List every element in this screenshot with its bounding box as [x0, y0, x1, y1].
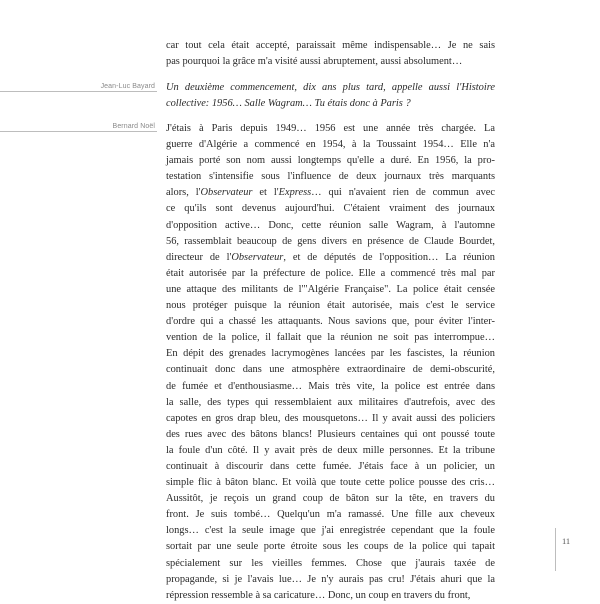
answer-line: ce qu'ils sont devenus aujourd'hui. C'étaient vraiment des journaux: [166, 203, 495, 215]
intro-line: car tout cela était accepté, paraissait même indispensable… Je ne sais: [166, 40, 495, 51]
page-number: 11: [562, 536, 571, 546]
answer-line: simple flic à bâton blanc. Et voilà que toute cette police pousse des cris…: [166, 477, 495, 489]
answer-line: la salle, des types qui ressemblaient aux militaires d'autrefois, avec des: [166, 396, 495, 408]
answer-line: sortait par une seule porte étroite sous les coups de la police qui tapait: [166, 541, 495, 553]
answer-line: longs… c'est la seule image que j'ai enregistrée cependant que la foule: [166, 525, 495, 537]
intro-line: pas pourquoi la grâce m'a visité aussi abruptement, aussi absolument…: [166, 56, 463, 68]
answer-line: testation s'intensifie sous l'influence de deux journaux très marquants: [166, 171, 495, 183]
answer-line: alors, l'Observateur et l'Express… qui n'avaient rien de commun avec: [166, 187, 495, 199]
answer-line: des rues avec des bâtons blancs! Plusieurs centaines qui ont poussé toute: [166, 428, 495, 440]
answer-line: 56, rassemblait beaucoup de gens divers en présence de Claude Bourdet,: [166, 235, 495, 247]
interviewer-question: [166, 80, 495, 112]
answer-line: de fumée et d'enthousiasme… Mais très vite, la police est entrée dans: [166, 380, 495, 392]
answer-line: une attaque des militants de l'"Algérie Française". La police était censée: [166, 283, 495, 295]
answer-line: répression ressemble à sa caricature… Donc, un coup en travers du front,: [166, 589, 471, 601]
answer-line: guerre d'Algérie a commencé en 1954, à la Toussaint 1954… Elle n'a: [166, 139, 495, 151]
answer-line: était autorisée par la préfecture de police. Elle a commencé très mal par: [166, 267, 495, 279]
speaker-label-interviewee: Bernard Noël: [112, 123, 155, 130]
question-line: Un deuxième commencement, dix ans plus tard, appelle aussi l'Histoire: [166, 82, 495, 93]
answer-line: spécialement sur les vieilles femmes. Chose que j'aurais taxée de: [166, 557, 495, 569]
answer-line: la foule d'un côté. Il y avait près de deux mille personnes. Et la tribune: [166, 444, 495, 456]
speaker-label-interviewer: Jean-Luc Bayard: [100, 83, 155, 90]
answer-line: d'opposition active… Donc, cette réunion salle Wagram, à l'automne: [166, 219, 495, 231]
answer-line: continuait donc dans une atmosphère extraordinaire de demi-obscurité,: [166, 364, 495, 376]
intro-paragraph: [166, 38, 495, 70]
answer-line: En dépit des grenades lacrymogènes lancées par les fascistes, la réunion: [166, 348, 495, 360]
answer-line: vention de la police, il fallait que la réunion ne soit pas interrompue…: [166, 332, 495, 344]
speaker-rule: [0, 91, 157, 92]
speaker-rule: [0, 131, 157, 132]
answer-line: d'ordre qui a chassé les attaquants. Nous savions que, pour éviter l'inter-: [166, 316, 495, 328]
answer-line: front. Je suis tombé… Quelqu'un m'a ramassé. Une fille aux cheveux: [166, 509, 495, 521]
answer-line: directeur de l'Observateur, et de députés de l'opposition… La réunion: [166, 251, 496, 263]
question-line: collective: 1956… Salle Wagram… Tu étais donc à Paris ?: [166, 98, 411, 110]
interviewee-answer: [166, 121, 495, 604]
answer-line: nous protéger puisque la réunion était autorisée, mais c'est le service: [166, 300, 495, 312]
answer-line: jamais porté son nom aussi longtemps qu'elle a duré. En 1956, la pro-: [166, 155, 495, 167]
answer-line: Aussitôt, je reçois un grand coup de bâton sur la tête, en travers du: [166, 493, 495, 505]
page-corner-rule: [555, 528, 556, 571]
answer-line: continuait à discourir dans cette fumée. J'étais face à un policier, un: [166, 460, 495, 472]
answer-line: capotes en gros drap bleu, des mousquetons… Il y avait aussi des policiers: [166, 412, 495, 424]
answer-line: J'étais à Paris depuis 1949… 1956 est une année très chargée. La: [166, 123, 495, 134]
answer-line: propagande, si je l'avais lue… Je n'y aurais pas cru! J'étais ahuri que la: [166, 573, 495, 585]
